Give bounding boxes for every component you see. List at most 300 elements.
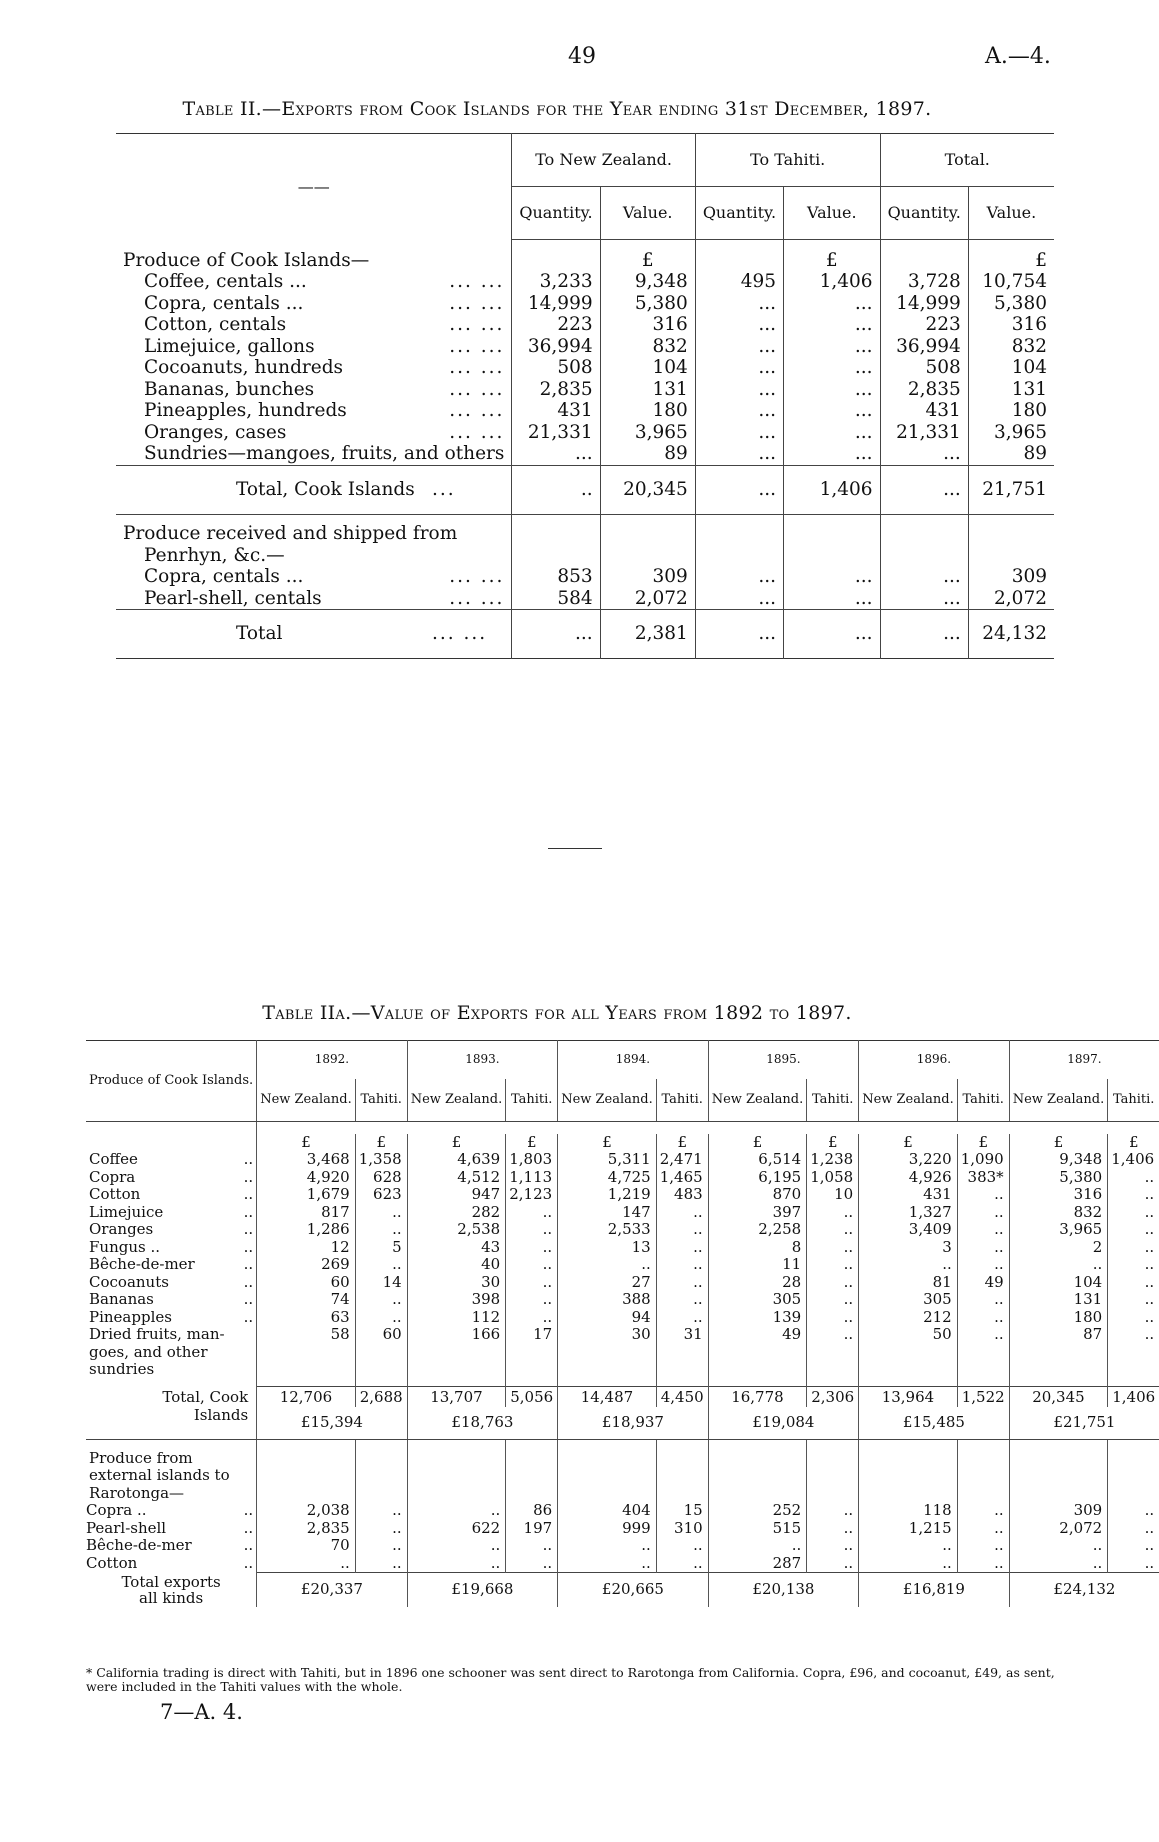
table2a-cell: .. [807, 1256, 859, 1274]
table2-section-label: Produce of Cook Islands— [123, 249, 370, 271]
table2-cell: 2,072 [600, 588, 695, 610]
table2a-row [86, 1256, 1159, 1274]
table2a-cell: 30 [407, 1274, 506, 1292]
table2a-cell: 43 [407, 1239, 506, 1257]
row-label-cell [86, 1186, 256, 1204]
table2a-cell: .. [1108, 1186, 1159, 1204]
table2a-cell: 1,406 [1108, 1151, 1159, 1169]
table2a-cell: 147 [558, 1204, 657, 1222]
dot-leader: ... ... [449, 421, 505, 443]
row-label: Fungus .. [89, 1237, 160, 1256]
dot-leader: ... [425, 465, 512, 514]
table2-cell: 316 [600, 314, 695, 336]
table2a-row [86, 1326, 1159, 1379]
row-label: Bananas [89, 1290, 154, 1308]
table2a-title-lead: Table IIa. [262, 1002, 352, 1024]
table2-cell: ... [784, 610, 881, 659]
table2a-cell: .. [1108, 1309, 1159, 1327]
dot-leader: ... ... [449, 400, 505, 421]
table2-cell: ... [695, 422, 783, 444]
table2a-cell: .. [656, 1537, 708, 1555]
row-label: Cocoanuts, hundreds [144, 357, 344, 378]
table2-cell: .. [512, 465, 600, 514]
row-label-cell [86, 1239, 256, 1257]
table2a-cell: 309 [1009, 1502, 1108, 1520]
row-label: Oranges, cases [144, 421, 287, 443]
table2a-cell: .. [807, 1309, 859, 1327]
table2a-cell: .. [558, 1256, 657, 1274]
table2a-cell: 2,533 [558, 1221, 657, 1239]
table2a-cell: .. [1108, 1274, 1159, 1292]
pound-sign: £ [600, 250, 695, 272]
table2-cell: 3,233 [512, 271, 600, 293]
table2-cell: 21,331 [512, 422, 600, 444]
row-label: Dried fruits, man- [89, 1325, 225, 1343]
table2a-cell: 10 [807, 1186, 859, 1204]
row-label-cell [86, 1151, 256, 1169]
table2a-cell: .. [807, 1326, 859, 1379]
footnote: * California trading is direct with Tahiti, but in 1896 one schooner was sent direct to Rarotonga from California. Copra, £96, and cocoanut, £49, as sent, were included in the Tahiti values with the whole. [86, 1665, 1055, 1694]
row-label-cell [86, 1204, 256, 1222]
table2a-title [0, 1002, 1114, 1024]
table2-cell: ... [784, 379, 881, 401]
table2a-all-label [86, 1573, 257, 1607]
all-total: £20,138 [708, 1573, 859, 1607]
table2-cell: ... [784, 357, 881, 379]
pound-sign: £ [1009, 1134, 1108, 1152]
table2-cell: 508 [880, 357, 968, 379]
nz-col-header: New Zealand. [1009, 1079, 1108, 1122]
dot-leader: ... ... [449, 587, 505, 609]
table2a-cell: 4,639 [407, 1151, 506, 1169]
table2a-cell: .. [807, 1204, 859, 1222]
table2-cell: ... [784, 422, 881, 444]
table2a-row [86, 1274, 1159, 1292]
table2-cell: 89 [968, 443, 1054, 465]
table2a-cell: 13 [558, 1239, 657, 1257]
pound-sign: £ [708, 1134, 807, 1152]
row-label-cell [86, 1537, 256, 1555]
table2-cell: 21,331 [880, 422, 968, 444]
table2a-cell: 2,538 [407, 1221, 506, 1239]
row-label: Cotton [89, 1185, 141, 1203]
pound-sign: £ [957, 1134, 1009, 1152]
table2a-row [86, 1555, 1159, 1573]
table2-cell: ... [880, 566, 968, 588]
table2-title-lead: Table II. [182, 98, 263, 120]
table2a-cell: 74 [257, 1291, 356, 1309]
table2a-row [86, 1151, 1159, 1169]
table2-cell: 832 [968, 336, 1054, 358]
table2a-cell: 287 [708, 1555, 807, 1573]
table2a-cell: 628 [355, 1169, 407, 1187]
table2a-cell: 49 [708, 1326, 807, 1379]
table2a-cell: 397 [708, 1204, 807, 1222]
year-total: £18,937 [558, 1407, 709, 1440]
table2a-total-label: Islands [86, 1407, 257, 1440]
table2a-cell: .. [957, 1537, 1009, 1555]
table2-cell: ... [784, 443, 881, 465]
year-total: £15,394 [257, 1407, 408, 1440]
table2a-cell: .. [1108, 1502, 1159, 1520]
row-label-cell [86, 1502, 256, 1520]
table2a-cell: 832 [1009, 1204, 1108, 1222]
table2a-cell: 17 [506, 1326, 558, 1379]
tahiti-col-header: Tahiti. [355, 1079, 407, 1122]
dot-leader: .. [243, 1185, 254, 1203]
dot-leader: .. [243, 1290, 254, 1308]
table2-cell: 5,380 [600, 293, 695, 315]
year-total: £15,485 [859, 1407, 1010, 1440]
table2a-cell: 1,219 [558, 1186, 657, 1204]
table2a-cell: .. [957, 1204, 1009, 1222]
table2a-cell: 4,920 [257, 1169, 356, 1187]
dot-leader: .. [243, 1237, 254, 1256]
dot-leader: ... ... [449, 292, 505, 314]
table2a-cell: 404 [558, 1502, 657, 1520]
table2-cell: 223 [512, 314, 600, 336]
row-label: Pearl-shell, centals [144, 587, 322, 609]
table2a-cell: 2,471 [656, 1151, 708, 1169]
table2a-cell: .. [656, 1221, 708, 1239]
table2a [86, 1040, 1159, 1607]
year-header: 1894. [558, 1041, 709, 1080]
table2-cell: 131 [600, 379, 695, 401]
table2a-cell: 40 [407, 1256, 506, 1274]
table2a-cell: .. [355, 1520, 407, 1538]
table2a-title-rest: —Value of Exports for all Years from 1892 to 1897. [351, 1002, 852, 1024]
table2a-cell: .. [407, 1555, 506, 1573]
table2a-cell: 112 [407, 1309, 506, 1327]
table2-cell: ... [784, 336, 881, 358]
table2-cell: 24,132 [968, 610, 1054, 659]
table2-row [116, 400, 1054, 422]
table2a-cell: .. [957, 1186, 1009, 1204]
row-label: Copra, centals ... [144, 566, 304, 587]
table2a-cell: 139 [708, 1309, 807, 1327]
table2a-cell: 4,926 [859, 1169, 958, 1187]
table2a-cell: .. [807, 1537, 859, 1555]
table2-cell: 180 [600, 400, 695, 422]
table2a-cell: 60 [355, 1326, 407, 1379]
table2a-cell: .. [407, 1502, 506, 1520]
table2-cell: 1,406 [784, 271, 881, 293]
table2-cell: 104 [968, 357, 1054, 379]
table2a-stub-header: Produce of Cook Islands. [86, 1041, 257, 1122]
table2a-all-label-line: Total exports [121, 1572, 221, 1591]
table2a-total-cell: 12,706 [257, 1387, 356, 1407]
table2-cell: ... [880, 588, 968, 610]
dot-leader: .. [243, 1501, 254, 1519]
table2a-cell: .. [656, 1204, 708, 1222]
table2-cell: ... [784, 566, 881, 588]
table2-cell: 2,835 [880, 379, 968, 401]
table2a-cell: 166 [407, 1326, 506, 1379]
dot-leader: .. [243, 1307, 254, 1326]
table2a-total-label: Total, Cook [162, 1388, 249, 1406]
table2a-cell: 383* [957, 1169, 1009, 1187]
table2a-cell: 388 [558, 1291, 657, 1309]
table2a-cell: .. [656, 1555, 708, 1573]
table2a-total-cell: 2,688 [355, 1387, 407, 1407]
table2-col-header: Value. [784, 187, 881, 240]
table2-cell: ... [695, 314, 783, 336]
table2a-row [86, 1186, 1159, 1204]
year-header: 1893. [407, 1041, 558, 1080]
table2-row [116, 566, 1054, 588]
dot-leader: .. [243, 1536, 254, 1554]
table2-cell: 21,751 [968, 465, 1054, 514]
table2-cell: ... [784, 314, 881, 336]
nz-col-header: New Zealand. [859, 1079, 958, 1122]
table2a-cell: .. [807, 1555, 859, 1573]
pound-sign: £ [807, 1134, 859, 1152]
table2a-cell: 3,965 [1009, 1221, 1108, 1239]
table2-row [116, 293, 1054, 315]
table2a-cell: .. [656, 1274, 708, 1292]
table2a-cell: 1,215 [859, 1520, 958, 1538]
table2a-cell: .. [355, 1221, 407, 1239]
table2a-cell: .. [957, 1326, 1009, 1379]
table2a-cell: 305 [859, 1291, 958, 1309]
dot-leader: ... ... [449, 271, 505, 292]
table2a-cell: 1,058 [807, 1169, 859, 1187]
dot-leader: .. [243, 1150, 254, 1168]
table2-cell: 20,345 [600, 465, 695, 514]
row-label: Oranges [89, 1220, 154, 1238]
dot-leader: .. [243, 1167, 254, 1186]
pound-sign: £ [355, 1134, 407, 1152]
table2a-cell: 1,238 [807, 1151, 859, 1169]
table2a-cell: .. [957, 1502, 1009, 1520]
table2-cell: ... [784, 588, 881, 610]
all-total: £24,132 [1009, 1573, 1159, 1607]
table2a-cell: 2,038 [257, 1502, 356, 1520]
page-number: 49 [568, 44, 596, 69]
table2-col-header: Quantity. [880, 187, 968, 240]
table2a-cell: 86 [506, 1502, 558, 1520]
table2-cell: 36,994 [512, 336, 600, 358]
table2-cell: ... [512, 610, 600, 659]
table2-row [116, 336, 1054, 358]
table2a-cell: 9,348 [1009, 1151, 1108, 1169]
table2-cell: 5,380 [968, 293, 1054, 315]
table2a-cell: 8 [708, 1239, 807, 1257]
table2a-cell: 999 [558, 1520, 657, 1538]
pound-row [86, 1134, 1159, 1152]
row-label: Pineapples [89, 1307, 172, 1326]
table2a-cell: 2,835 [257, 1520, 356, 1538]
table2a-cell: 81 [859, 1274, 958, 1292]
year-header: 1897. [1009, 1041, 1159, 1080]
nz-col-header: New Zealand. [558, 1079, 657, 1122]
table2a-total-cell: 16,778 [708, 1387, 807, 1407]
pound-sign: £ [859, 1134, 958, 1152]
table2a-cell: .. [558, 1537, 657, 1555]
table2a-cell: .. [257, 1555, 356, 1573]
table2a-cell: .. [859, 1555, 958, 1573]
table2-cell: 2,072 [968, 588, 1054, 610]
table2a-cell: 70 [257, 1537, 356, 1555]
table2a-row [86, 1291, 1159, 1309]
table2-cell: ... [695, 357, 783, 379]
table2a-cell: .. [355, 1309, 407, 1327]
table2a-cell: .. [506, 1291, 558, 1309]
all-total: £20,337 [257, 1573, 408, 1607]
table2a-cell: 252 [708, 1502, 807, 1520]
table2-cell: ... [695, 566, 783, 588]
table2a-row [86, 1309, 1159, 1327]
pound-sign: £ [407, 1134, 506, 1152]
table2a-cell: .. [1108, 1555, 1159, 1573]
row-label: goes, and other [89, 1342, 208, 1361]
row-label: Cotton, centals [144, 314, 287, 335]
table2a-cell: 104 [1009, 1274, 1108, 1292]
table2-col-header: Value. [968, 187, 1054, 240]
row-label: Cocoanuts [89, 1272, 169, 1291]
table2a-cell: 817 [257, 1204, 356, 1222]
table2a-cell: .. [1009, 1555, 1108, 1573]
table2a-cell: .. [957, 1520, 1009, 1538]
table2-cell: 131 [968, 379, 1054, 401]
table2-cell: 508 [512, 357, 600, 379]
table2a-external-label: Produce from external islands to Rarotonga— [89, 1448, 230, 1502]
row-label: Limejuice [89, 1202, 164, 1221]
year-total: £18,763 [407, 1407, 558, 1440]
table2a-cell: 1,113 [506, 1169, 558, 1187]
table2a-cell: .. [1009, 1256, 1108, 1274]
table2a-cell: 28 [708, 1274, 807, 1292]
year-header: 1895. [708, 1041, 859, 1080]
table2-cell: 3,728 [880, 271, 968, 293]
table2-cell: 2,381 [600, 610, 695, 659]
pound-sign: £ [784, 250, 881, 272]
dot-leader: ... ... [449, 566, 505, 587]
table2-section2-label: Penrhyn, &c.— [144, 544, 285, 566]
table2a-cell: .. [859, 1537, 958, 1555]
table2a-total-cell: 1,406 [1108, 1387, 1159, 1407]
table2a-cell: 2 [1009, 1239, 1108, 1257]
table2-cell: ... [880, 443, 968, 465]
table2a-cell: .. [1108, 1291, 1159, 1309]
table2a-cell: 2,123 [506, 1186, 558, 1204]
table2a-cell: 870 [708, 1186, 807, 1204]
table2a-cell: 3 [859, 1239, 958, 1257]
table2a-cell: 58 [257, 1326, 356, 1379]
table2a-cell: 305 [708, 1291, 807, 1309]
table2-row [116, 422, 1054, 444]
table2-cell: 309 [968, 566, 1054, 588]
table2a-cell: .. [1009, 1537, 1108, 1555]
table2a-row [86, 1537, 1159, 1555]
year-total: £21,751 [1009, 1407, 1159, 1440]
table2-cell: 14,999 [880, 293, 968, 315]
row-label: Coffee, centals ... [144, 271, 307, 292]
table2a-cell: 49 [957, 1274, 1009, 1292]
row-label: Copra .. [86, 1501, 147, 1519]
table2-cell: ... [784, 293, 881, 315]
table2a-cell: .. [957, 1256, 1009, 1274]
table2a-cell: .. [558, 1555, 657, 1573]
table2a-cell: 4,512 [407, 1169, 506, 1187]
table2a-total-cell: 14,487 [558, 1387, 657, 1407]
table2-cell: 36,994 [880, 336, 968, 358]
table2a-cell: 15 [656, 1502, 708, 1520]
table2a-cell: .. [957, 1221, 1009, 1239]
table2a-cell: .. [355, 1537, 407, 1555]
table2a-cell: 6,514 [708, 1151, 807, 1169]
table2a-row [86, 1169, 1159, 1187]
table2a-row [86, 1239, 1159, 1257]
bottom-page-code: 7—A. 4. [160, 1700, 243, 1724]
table2-cell: 10,754 [968, 271, 1054, 293]
table2a-cell: 3,409 [859, 1221, 958, 1239]
all-total: £20,665 [558, 1573, 709, 1607]
table2a-cell: .. [656, 1291, 708, 1309]
table2a-cell: .. [807, 1291, 859, 1309]
row-label: Bananas, bunches [144, 378, 315, 400]
table2a-cell: .. [355, 1291, 407, 1309]
table2a-cell: 50 [859, 1326, 958, 1379]
tahiti-col-header: Tahiti. [656, 1079, 708, 1122]
row-label-cell [86, 1326, 257, 1379]
table2a-cell: 1,090 [957, 1151, 1009, 1169]
table2-cell: 89 [600, 443, 695, 465]
table2-cell: 9,348 [600, 271, 695, 293]
table2a-cell: 282 [407, 1204, 506, 1222]
nz-col-header: New Zealand. [257, 1079, 356, 1122]
table2a-cell: 269 [257, 1256, 356, 1274]
table2a-cell: 483 [656, 1186, 708, 1204]
table2a-row [86, 1520, 1159, 1538]
table2a-cell: 3,220 [859, 1151, 958, 1169]
table2-cell: ... [695, 293, 783, 315]
table2a-cell: .. [355, 1555, 407, 1573]
table2a-cell: 622 [407, 1520, 506, 1538]
row-label-cell [86, 1274, 256, 1292]
table2a-cell: 431 [859, 1186, 958, 1204]
table2a-cell: 1,803 [506, 1151, 558, 1169]
table2a-cell: 60 [257, 1274, 356, 1292]
tahiti-col-header: Tahiti. [1108, 1079, 1159, 1122]
table2a-cell: 310 [656, 1520, 708, 1538]
table2a-cell: .. [1108, 1239, 1159, 1257]
table2a-cell: 180 [1009, 1309, 1108, 1327]
table2-cell: 180 [968, 400, 1054, 422]
table2a-cell: .. [407, 1537, 506, 1555]
table2a-total-cell: 13,707 [407, 1387, 506, 1407]
table2a-total-cell: 13,964 [859, 1387, 958, 1407]
dot-leader: ... ... [449, 378, 505, 400]
table2-cell: ... [880, 610, 968, 659]
row-label: Coffee [89, 1150, 138, 1168]
row-label: Pearl-shell [86, 1518, 167, 1537]
table2a-cell: 11 [708, 1256, 807, 1274]
year-header: 1896. [859, 1041, 1010, 1080]
row-label-cell [86, 1555, 256, 1573]
table2a-row [86, 1221, 1159, 1239]
table2a-cell: .. [506, 1204, 558, 1222]
table2-row [116, 379, 1054, 401]
row-label: Limejuice, gallons [144, 335, 315, 357]
table2a-cell: 623 [355, 1186, 407, 1204]
table2a-cell: 1,465 [656, 1169, 708, 1187]
row-label-cell [86, 1221, 256, 1239]
table2a-cell: 1,327 [859, 1204, 958, 1222]
table2a-cell: 118 [859, 1502, 958, 1520]
table2-group-total: Total. [880, 134, 1054, 187]
table2a-cell: 1,679 [257, 1186, 356, 1204]
